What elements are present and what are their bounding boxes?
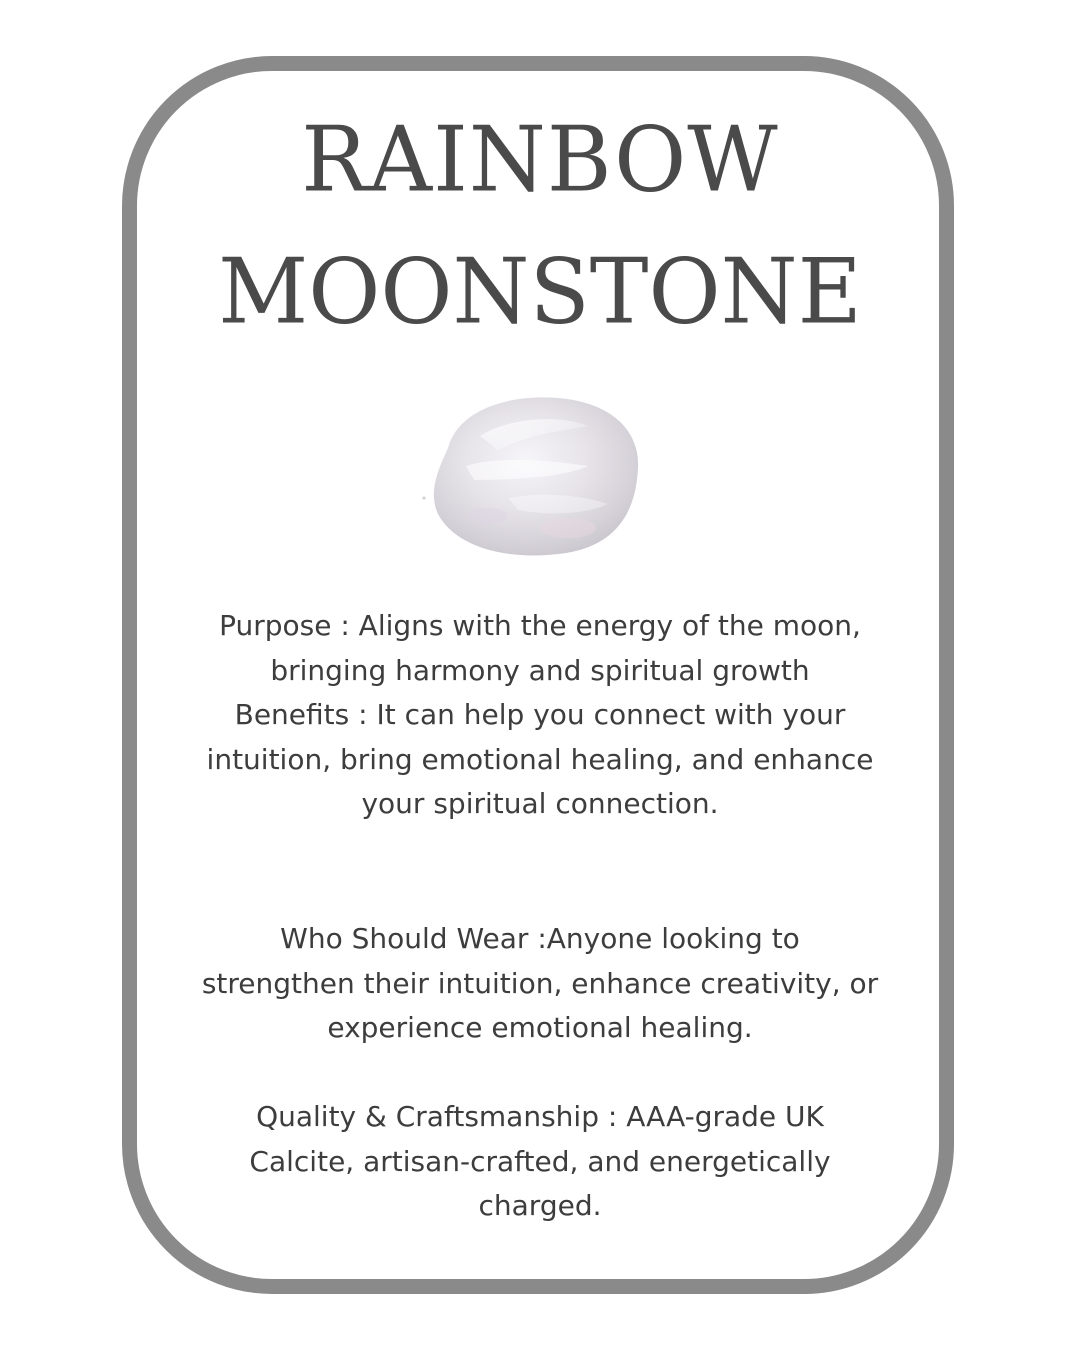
moonstone-tumbled-stone-icon [418, 388, 658, 568]
purpose-benefits-block [200, 604, 880, 827]
benefits-text: Benefits : It can help you connect with your intuition, bring emotional healing, and enhance your spiritual connection. [206, 698, 874, 820]
who-should-wear-block [200, 917, 880, 1051]
who-should-wear-text: Who Should Wear :Anyone looking to strengthen their intuition, enhance creativity, or experience emotional healing. [201, 922, 879, 1044]
quality-text: Quality & Craftsmanship : AAA-grade UK Calcite, artisan-crafted, and energetically charged. [249, 1100, 831, 1222]
quality-block [200, 1095, 880, 1229]
title-line-2: MOONSTONE [218, 238, 862, 345]
purpose-text: Purpose : Aligns with the energy of the moon, bringing harmony and spiritual growth [219, 609, 861, 687]
title-line-1: RAINBOW [301, 106, 779, 213]
